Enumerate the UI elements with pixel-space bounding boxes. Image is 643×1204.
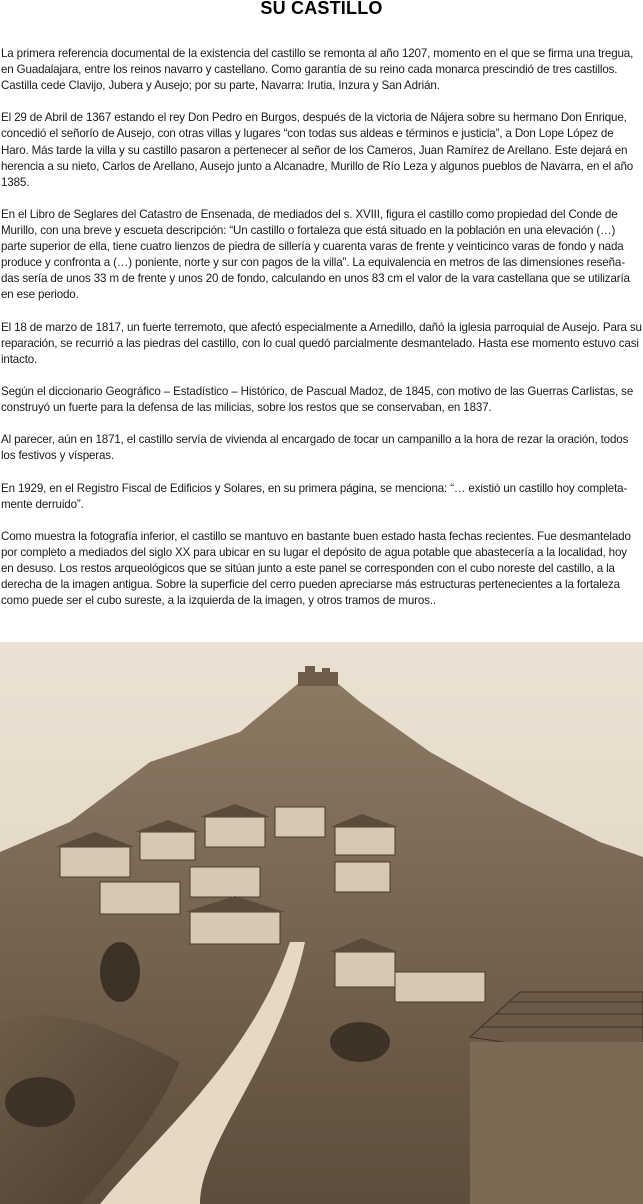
body-text [1,46,642,625]
paragraph: El 29 de Abril de 1367 estando el rey Don Pedro en Burgos, después de la victoria de Nájera sobre su hermano Don Enrique, concedió el señorío de Ausejo, con otras villas y lugares “con todas sus aldeas e términos e justicia”, a Don Lope López de Haro. Más tarde la villa y su castillo pasaron a pertenecer al señor de los Cameros, Juan Ramírez de Arellano. Este dejará en herencia a su nieto, Carlos de Arellano, Ausejo junto a Alcanadre, Murillo de Río Leza y algunos pueblos de Navarra, en el año 1385. [1,111,634,189]
paragraph: Según el diccionario Geográfico – Estadístico – Histórico, de Pascual Madoz, de 1845, con motivo de las Guerras Carlistas, se construyó un fuerte para la defensa de las milicias, sobre los restos que se conservaban, en 1837. [1,384,634,415]
foreground-roof [470,992,643,1204]
paragraph: El 18 de marzo de 1817, un fuerte terremoto, que afectó especialmente a Arnedillo, dañó la iglesia parroquial de Ausejo. Para su reparación, se recurrió a las piedras del castillo, con lo cual quedó parcialmente desmantelado. Hasta ese momento estuvo casi intacto. [1,320,642,366]
page-title: SU CASTILLO [260,0,383,18]
paragraph: Como muestra la fotografía inferior, el castillo se mantuvo en bastante buen estado hasta fechas recientes. Fue desmantelado por completo a mediados del siglo XX para ubicar en su lugar el depósito de agua potable que abastecería a la localidad, hoy en desuso. Los restos arqueológicos que se sitúan junto a este panel se corresponden con el cubo noreste del castillo, a la derecha de la imagen antigua. Sobre la superficie del cerro pueden apreciarse más estructuras pertenecientes a la fortaleza como puede ser el cubo sureste, a la izquierda de la imagen, y otros tramos de muros.. [1,529,631,608]
paragraph: La primera referencia documental de la existencia del castillo se remonta al año 1207, momento en el que se firma una tregua, en Guadalajara, entre los reinos navarro y castellano. Como garantía de su reino cada monarca prescindió de tres castillos. Castilla cede Clavijo, Jubera y Ausejo; por su parte, Navarra: Irutia, Inzura y San Adrián. [1,47,634,93]
paragraph: En el Libro de Seglares del Catastro de Ensenada, de mediados del s. XVIII, figura el castillo como propiedad del Conde de Murillo, con una breve y escueta descripción: “Un castillo o fortaleza que está situado en la población en una elevación (…) parte superior de ella, tiene cuatro lienzos de piedra de sillería y cuarenta varas de frente y veinticinco varas de fondo y nada produce y confronta a (…) poniente, norte y sur con pagos de la villa”. La equivalencia en metros de las dimensiones reseña-das sería de unos 33 m de frente y unos 20 de fondo, calculando en unos 83 cm el valor de la vara castellana que se utilizaría en ese periodo. [1,207,630,302]
paragraph: Al parecer, aún en 1871, el castillo servía de vivienda al encargado de tocar un campanillo a la hora de rezar la oración, todos los festivos y vísperas. [1,433,629,463]
historic-village-photo [0,642,643,1204]
paragraph: En 1929, en el Registro Fiscal de Edificios y Solares, en su primera página, se menciona: “… existió un castillo hoy completa-mente derruido”. [1,481,628,511]
